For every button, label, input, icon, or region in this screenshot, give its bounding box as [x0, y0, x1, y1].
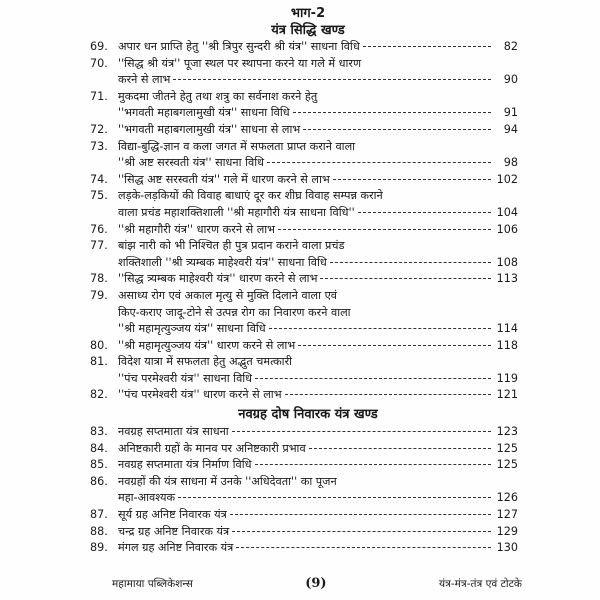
- entry-page-number: 104: [496, 205, 518, 219]
- entry-text-line: नवग्रह सप्तमाता यंत्र निर्माण विधि: [118, 458, 252, 472]
- entry-text-line: वाला प्रचंड महाशक्तिशाली ''श्री महागौरी यंत्र साधना विधि'': [118, 205, 355, 219]
- entry-last-line: [118, 172, 518, 189]
- entry-last-line: [118, 507, 518, 524]
- table-of-contents: [90, 22, 518, 557]
- entry-text-line: महा-आवश्यक: [118, 491, 176, 505]
- entry-number: 73.: [90, 139, 108, 153]
- toc-entry: [90, 540, 518, 557]
- toc-entry: [90, 172, 518, 189]
- dotted-leader: [330, 262, 491, 263]
- entry-page-number: 113: [496, 272, 518, 286]
- toc-entry: [90, 56, 518, 89]
- entry-text-line: ''सिद्ध श्री यंत्र'' पूजा स्थल पर स्थापना करने या गले में धारण: [118, 56, 362, 70]
- dotted-leader: [232, 431, 491, 432]
- entry-page-number: 106: [496, 222, 518, 236]
- entry-text-line: ''पंच परमेश्वरी यंत्र'' साधना विधि: [118, 371, 253, 385]
- entry-last-line: [118, 371, 518, 388]
- entry-page-number: 118: [496, 338, 518, 352]
- toc-entry: [90, 354, 518, 387]
- entry-number: 71.: [90, 89, 108, 103]
- dotted-leader: [267, 162, 491, 163]
- section-title: नवग्रह दोष निवारक यंत्र खण्ड: [238, 407, 378, 423]
- entry-text-line: ''पंच परमेश्वरी यंत्र'' धारण करने से लाभ: [118, 388, 282, 402]
- entry-text-line: सूर्य ग्रह अनिष्ट निवारक यंत्र: [118, 508, 227, 522]
- footer-page-number: (9): [305, 576, 327, 591]
- entry-text-line: ''सिद्ध अष्ट सरस्वती यंत्र'' गले में धारण करने से लाभ: [118, 172, 330, 186]
- dotted-leader: [293, 112, 491, 113]
- toc-entry: [90, 288, 518, 338]
- dotted-leader: [232, 531, 491, 532]
- entry-last-line: [118, 540, 518, 557]
- entry-last-line: [118, 321, 518, 338]
- entry-text-line: अपार धन प्राप्ति हेतु ''श्री त्रिपुर सुन्दरी श्री यंत्र'' साधना विधि: [118, 40, 360, 53]
- dotted-leader: [333, 179, 491, 180]
- toc-entry: [90, 188, 518, 221]
- entry-page-number: 108: [496, 255, 518, 269]
- entry-number: 87.: [90, 508, 108, 522]
- toc-entry: [90, 39, 518, 56]
- dotted-leader: [303, 129, 491, 130]
- entry-last-line: [118, 105, 518, 122]
- toc-entry: [90, 524, 518, 541]
- dotted-leader: [255, 464, 492, 465]
- entry-number: 78.: [90, 272, 108, 286]
- entry-number: 77.: [90, 239, 108, 253]
- entry-text-line: विदेश यात्रा में सफलता हेतु अद्भुत चमत्कारी: [118, 355, 293, 369]
- entry-text-line: विद्या-बुद्धि-ज्ञान व कला जगत में सफलता प्राप्त कराने वाला: [118, 139, 356, 153]
- entry-page-number: 127: [496, 508, 518, 522]
- entry-text-line: नवग्रह सप्तमाता यंत्र साधना: [118, 425, 229, 439]
- entry-text-line: ''भगवती महाबगलामुखी यंत्र'' साधना से लाभ: [118, 122, 301, 136]
- entry-number: 69.: [90, 40, 108, 53]
- entry-last-line: [118, 524, 518, 541]
- entry-text-line: किए-कराए जादू-टोने से उत्पन्न रोग का निवारण करने वाला: [118, 305, 351, 319]
- footer-publisher: महामाया पब्लिकेशन्स: [112, 578, 193, 590]
- dotted-leader: [363, 46, 491, 47]
- entry-number: 85.: [90, 458, 108, 472]
- toc-entry: [90, 441, 518, 458]
- entry-page-number: 121: [496, 388, 518, 402]
- entry-last-line: [118, 490, 518, 507]
- entry-number: 81.: [90, 355, 108, 369]
- entry-text-line: करने से लाभ: [118, 73, 171, 87]
- entry-page-number: 91: [503, 106, 518, 120]
- entry-page-number: 123: [496, 425, 518, 439]
- toc-entry: [90, 89, 518, 122]
- entry-number: 89.: [90, 541, 108, 555]
- dotted-leader: [236, 547, 491, 548]
- entry-number: 84.: [90, 441, 108, 455]
- page-footer: [112, 576, 522, 591]
- entry-number: 80.: [90, 338, 108, 352]
- entry-last-line: [118, 72, 518, 89]
- entry-text-line: बांझ नारी को भी निश्चित ही पुत्र प्रदान कराने वाला प्रचंड: [118, 239, 345, 253]
- entry-last-line: [118, 255, 518, 272]
- dotted-leader: [320, 278, 491, 279]
- dotted-leader: [309, 448, 491, 449]
- entry-page-number: 102: [496, 172, 518, 186]
- toc-entry: [90, 338, 518, 355]
- entry-text-line: ''भगवती महाबगलामुखी यंत्र'' साधना विधि: [118, 106, 290, 120]
- entry-page-number: 125: [496, 458, 518, 472]
- toc-entry: [90, 507, 518, 524]
- entry-page-number: 125: [496, 441, 518, 455]
- toc-entry: [90, 238, 518, 271]
- entry-page-number: 114: [496, 322, 518, 336]
- entry-text-line: ''श्री महागौरी यंत्र'' धारण करने से लाभ: [118, 222, 276, 236]
- entry-text-line: मंगल ग्रह अनिष्ट निवारक यंत्र: [118, 541, 234, 555]
- entry-text-line: अनिष्टकारी ग्रहों के मानव पर अनिष्टकारी प्रभाव: [118, 441, 306, 455]
- entry-last-line: [118, 39, 518, 56]
- entry-last-line: [118, 441, 518, 458]
- entry-page-number: 126: [496, 491, 518, 505]
- dotted-leader: [278, 229, 491, 230]
- toc-entry: [90, 271, 518, 288]
- entry-page-number: 94: [503, 122, 518, 136]
- entry-text-line: ''श्री महामृत्युञ्जय यंत्र'' धारण करने से लाभ: [118, 338, 296, 352]
- entry-last-line: [118, 387, 518, 404]
- entry-text-line: नवग्रहों की यंत्र साधना में उनके ''अधिदेवता'' का पूजन: [118, 474, 337, 488]
- section-title: यंत्र सिद्धि खण्ड: [271, 23, 345, 38]
- entry-text-line: ''सिद्ध त्र्यम्बक माहेश्वरी यंत्र'' धारण करने से लाभ: [118, 272, 318, 286]
- toc-entry: [90, 424, 518, 441]
- entry-page-number: 90: [503, 73, 518, 87]
- dotted-leader: [298, 345, 491, 346]
- toc-entry: [90, 122, 518, 139]
- toc-entry: [90, 457, 518, 474]
- entry-text-line: ''श्री अष्ट सरस्वती यंत्र'' साधना विधि: [118, 156, 264, 170]
- entry-number: 86.: [90, 474, 108, 488]
- entry-last-line: [118, 222, 518, 239]
- footer-book-title: यंत्र-मंत्र-तंत्र एवं टोटके: [438, 578, 522, 590]
- entry-number: 70.: [90, 56, 108, 70]
- entry-number: 72.: [90, 122, 108, 136]
- dotted-leader: [230, 514, 491, 515]
- entry-number: 74.: [90, 172, 108, 186]
- entry-page-number: 82: [503, 40, 518, 53]
- entry-number: 88.: [90, 524, 108, 538]
- entry-number: 83.: [90, 425, 108, 439]
- entry-last-line: [118, 424, 518, 441]
- toc-entry: [90, 387, 518, 404]
- entry-page-number: 130: [496, 541, 518, 555]
- entry-last-line: [118, 271, 518, 288]
- entry-text-line: लड़के-लड़कियों की विवाह बाधाएं दूर कर शीघ्र विवाह सम्पन्न कराने: [118, 189, 383, 203]
- entry-text-line: शक्तिशाली ''श्री त्र्यम्बक माहेश्वरी यंत्र'' साधना विधि: [118, 255, 327, 269]
- entry-text-line: ''श्री महामृत्युञ्जय यंत्र'' साधना विधि: [118, 322, 266, 336]
- dotted-leader: [269, 328, 491, 329]
- entry-text-line: मुकदमा जीतने हेतु तथा शत्रु का सर्वनाश करने हेतु: [118, 89, 318, 103]
- entry-page-number: 129: [496, 524, 518, 538]
- dotted-leader: [255, 378, 491, 379]
- entry-page-number: 98: [503, 156, 518, 170]
- part-title: भाग-2: [290, 6, 326, 21]
- toc-entry: [90, 474, 518, 507]
- entry-last-line: [118, 457, 518, 474]
- entry-last-line: [118, 155, 518, 172]
- entry-text-line: चन्द्र ग्रह अनिष्ट निवारक यंत्र: [118, 524, 230, 538]
- dotted-leader: [358, 212, 491, 213]
- entry-number: 75.: [90, 189, 108, 203]
- dotted-leader: [178, 497, 491, 498]
- entry-text-line: असाध्य रोग एवं अकाल मृत्यु से मुक्ति दिलाने वाला एवं: [118, 288, 337, 302]
- toc-entry: [90, 139, 518, 172]
- entry-last-line: [118, 122, 518, 139]
- entry-last-line: [118, 205, 518, 222]
- toc-entry: [90, 222, 518, 239]
- entry-number: 79.: [90, 288, 108, 302]
- dotted-leader: [285, 394, 491, 395]
- entry-number: 76.: [90, 222, 108, 236]
- entry-page-number: 119: [496, 371, 518, 385]
- entry-number: 82.: [90, 388, 108, 402]
- entry-last-line: [118, 338, 518, 355]
- dotted-leader: [173, 79, 491, 80]
